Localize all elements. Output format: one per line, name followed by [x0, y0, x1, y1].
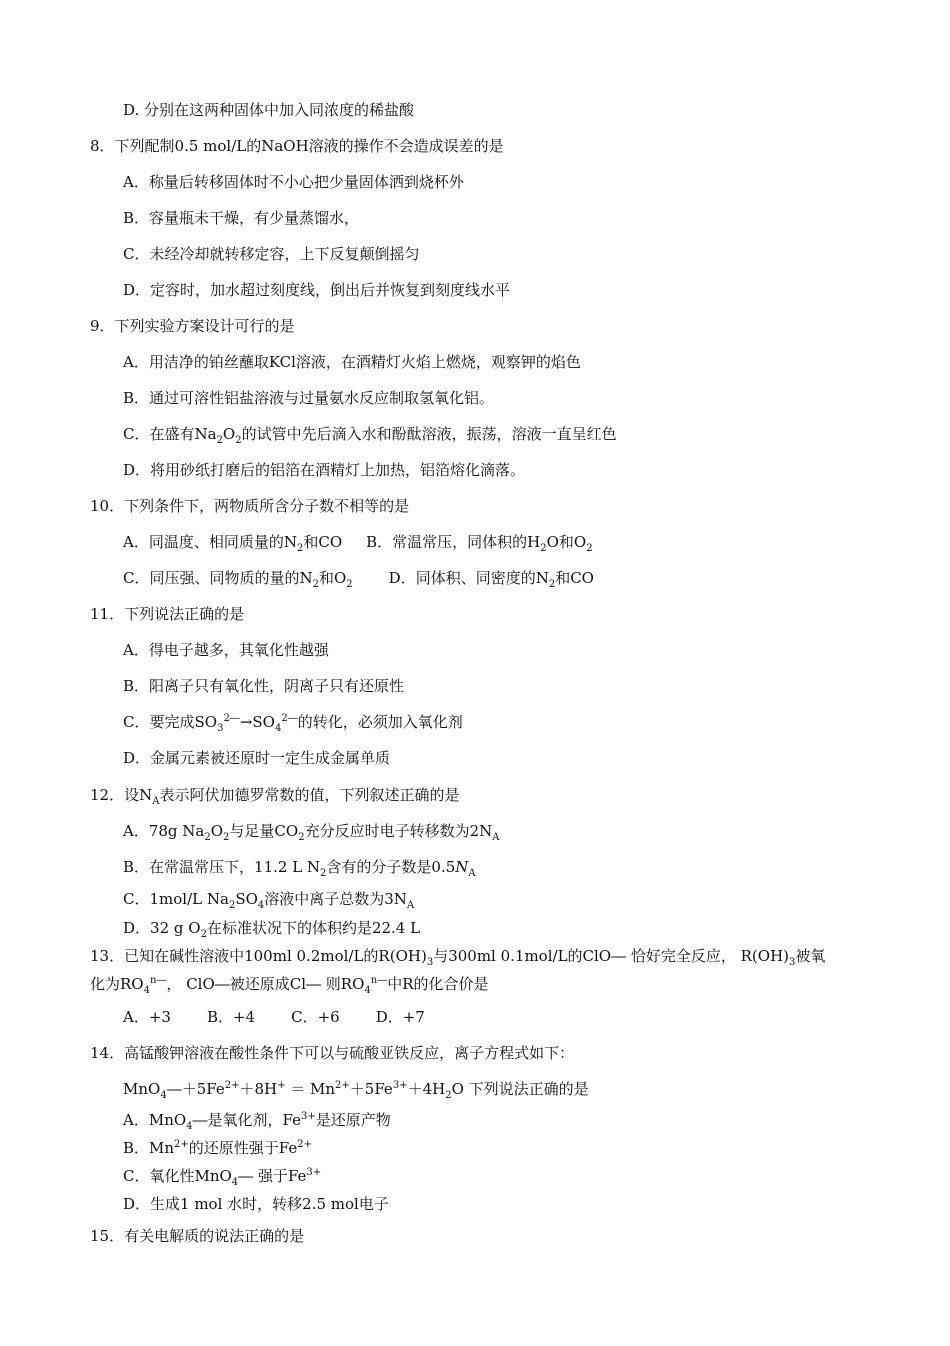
q9-option-b: B．通过可溶性铝盐溶液与过量氨水反应制取氢氧化铝。 [123, 389, 495, 407]
q11-option-b: B．阳离子只有氧化性，阴离子只有还原性 [123, 677, 405, 695]
q8-option-c: C．未经冷却就转移定容，上下反复颠倒摇匀 [123, 245, 420, 263]
q8-option-d: D．定容时，加水超过刻度线，倒出后并恢复到刻度线水平 [123, 281, 511, 299]
question-9: 9．下列实验方案设计可行的是 [90, 317, 295, 335]
q14-option-b: B．$Mn^{2+}$的还原性强于$Fe^{2+}$ [123, 1139, 313, 1157]
q8-option-a: A．称量后转移固体时不小心把少量固体洒到烧杯外 [123, 173, 464, 191]
q12-option-d: D．32 g $O_2$在标准状况下的体积约是22.4 L [123, 919, 421, 940]
question-11: 11．下列说法正确的是 [90, 605, 245, 623]
q11-option-c: C．要完成$SO_3^{2―}\to SO_4^{2―}$的转化，必须加入氧化剂 [123, 713, 463, 734]
question-12: 12．设$N_A$表示阿伏加德罗常数的值，下列叙述正确的是 [90, 786, 460, 807]
q7-option-d: D. 分别在这两种固体中加入同浓度的稀盐酸 [123, 101, 415, 119]
q13-options: A．+3 B．+4 C．+6 D．+7 [123, 1008, 425, 1026]
q14-option-a: A．MnO$_4$―是氧化剂，$Fe^{3+}$是还原产物 [123, 1111, 391, 1132]
q11-option-d: D．金属元素被还原时一定生成金属单质 [123, 749, 391, 767]
q8-option-b: B．容量瓶未干燥，有少量蒸馏水， [123, 209, 360, 227]
q12-option-b: B．在常温常压下，11.2 L $N_2$含有的分子数是$0.5N_A$ [123, 858, 476, 879]
question-10: 10．下列条件下，两物质所含分子数不相等的是 [90, 497, 410, 515]
q9-option-d: D．将用砂纸打磨后的铝箔在酒精灯上加热，铝箔熔化滴落。 [123, 461, 526, 479]
q10-options-cd: C．同压强、同物质的量的$N_2$和$O_2$ D．同体积、同密度的$N_2$和CO [123, 569, 594, 590]
question-8: 8．下列配制0.5 mol/L的NaOH溶液的操作不会造成误差的是 [90, 137, 504, 155]
q14-option-c: C．氧化性MnO$_4$― 强于$Fe^{3+}$ [123, 1167, 322, 1188]
q14-equation: $MnO_4―+5Fe^{2+}+8H^+ = Mn^{2+}+5Fe^{3+}+4H_2O$ 下列说法正确的是 [123, 1080, 589, 1101]
question-15: 15．有关电解质的说法正确的是 [90, 1227, 305, 1245]
q12-option-c: C．1mol/L $Na_2SO_4$溶液中离子总数为$3N_A$ [123, 890, 415, 911]
q14-option-d: D．生成1 mol 水时，转移2.5 mol电子 [123, 1195, 389, 1213]
question-13: 13．已知在碱性溶液中100ml 0.2mol/L的$R(OH)_3$与300ml 0.1mol/L的ClO― 恰好完全反应， $R(OH)_3$被氧 [90, 947, 826, 968]
q9-option-a: A．用洁净的铂丝蘸取KCl溶液，在酒精灯火焰上燃烧，观察钾的焰色 [123, 353, 581, 371]
question-14: 14．高锰酸钾溶液在酸性条件下可以与硫酸亚铁反应，离子方程式如下： [90, 1044, 575, 1062]
q12-option-a: A．78g $Na_2O_2$与足量$CO_2$充分反应时电子转移数为$2N_A$ [123, 822, 500, 843]
q9-option-c: C．在盛有$Na_2O_2$的试管中先后滴入水和酚酞溶液，振荡，溶液一直呈红色 [123, 425, 617, 446]
q11-option-a: A．得电子越多，其氧化性越强 [123, 641, 329, 659]
question-13-cont: 化为$RO_4^{n―}$， ClO―被还原成Cl― 则$RO_4^{n―}$中R的化合价是 [90, 975, 489, 996]
q10-options-ab: A．同温度、相同质量的$N_2$和CO B．常温常压，同体积的$H_2O$和$O_2$ [123, 533, 593, 554]
